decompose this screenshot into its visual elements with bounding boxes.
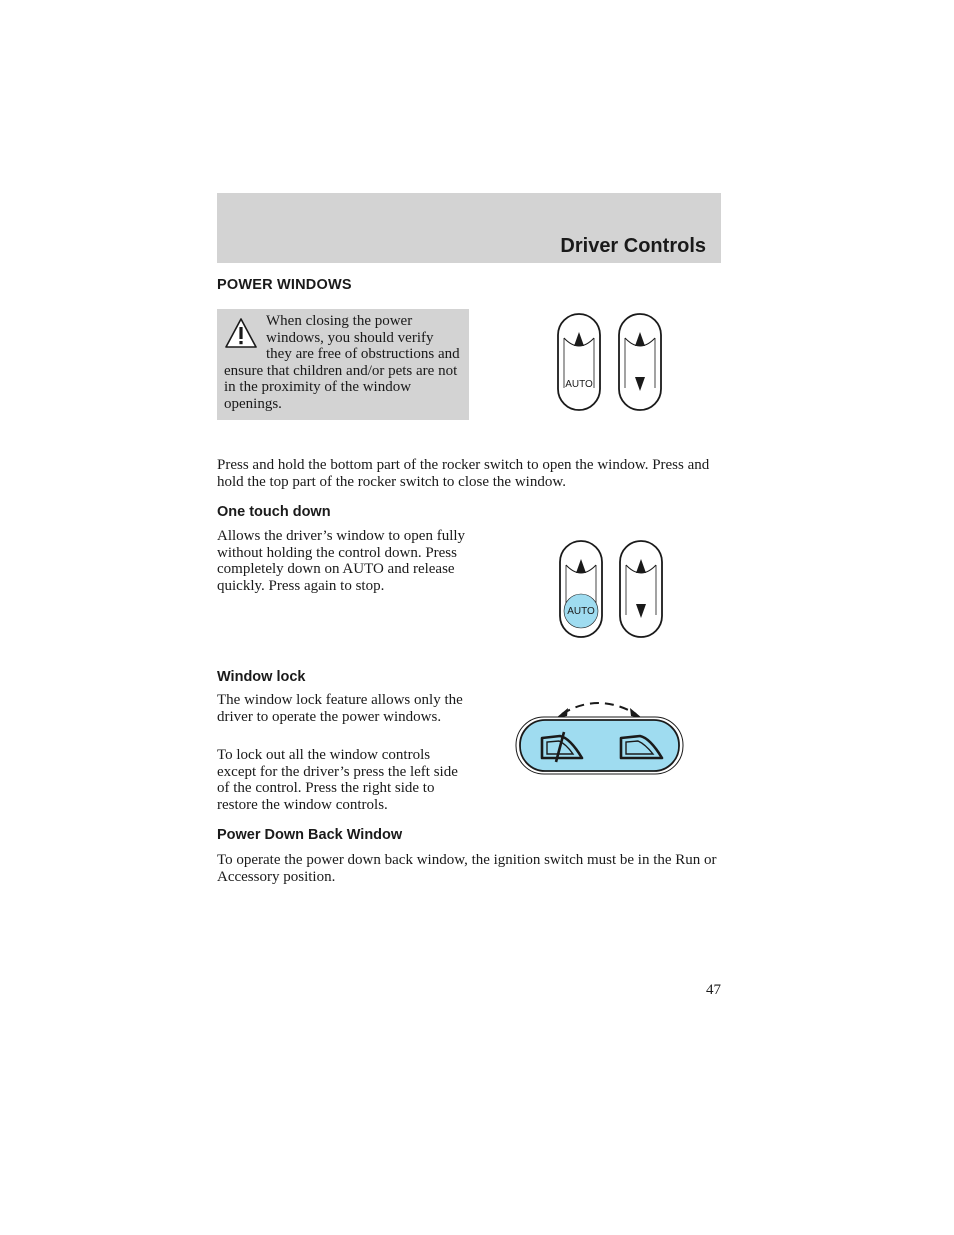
- window-switch-figure: [550, 308, 670, 416]
- power-windows-instructions: Press and hold the bottom part of the rocker switch to open the window. Press and hold the top part of the rocker switch to close the window.: [217, 457, 710, 490]
- auto-label: AUTO: [567, 606, 595, 617]
- page-number: 47: [706, 982, 721, 998]
- window-lock-text-1: The window lock feature allows only the driver to operate the power windows.: [217, 692, 463, 725]
- toggle-arc: [562, 703, 636, 714]
- window-lock-figure: [512, 692, 688, 780]
- auto-rocker-switch: [558, 314, 600, 410]
- auto-label: AUTO: [565, 379, 593, 390]
- warning-icon: [224, 316, 258, 350]
- warning-text: When closing the power windows, you should verify they are free of obstructions and ensure that children and/or pets are not in the proximity of the window openings.: [224, 313, 460, 412]
- one-touch-down-figure: [552, 535, 672, 643]
- power-down-back-window-heading: Power Down Back Window: [217, 827, 403, 843]
- passenger-rocker-switch: [619, 314, 661, 410]
- passenger-rocker-switch: [620, 541, 662, 637]
- window-lock-heading: Window lock: [217, 669, 306, 685]
- header-band: [217, 193, 721, 263]
- one-touch-down-text: Allows the driver’s window to open fully without holding the control down. Press completely down on AUTO and release quickly. Press again to stop.: [217, 528, 466, 594]
- power-windows-heading: POWER WINDOWS: [217, 277, 352, 293]
- warning-box: [217, 309, 469, 420]
- section-title: Driver Controls: [560, 235, 706, 257]
- one-touch-down-heading: One touch down: [217, 504, 331, 520]
- window-lock-text-2: To lock out all the window controls except for the driver’s press the left side of the control. Press the right side to restore the window controls.: [217, 747, 458, 813]
- window-lock-rocker: [520, 720, 679, 771]
- auto-rocker-switch: [560, 541, 602, 637]
- power-down-back-window-text: To operate the power down back window, the ignition switch must be in the Run or Accessory position.: [217, 852, 717, 885]
